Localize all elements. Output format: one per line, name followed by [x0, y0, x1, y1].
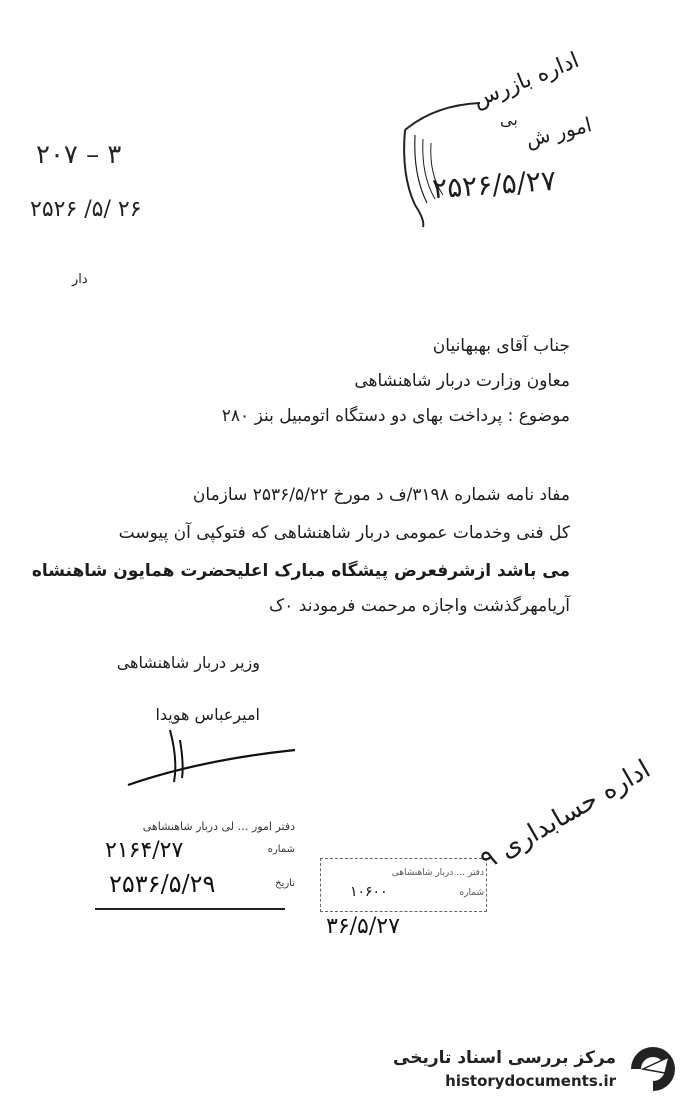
footer-title: مرکز بررسی اسناد تاریخی [393, 1048, 616, 1068]
stamp-middle-number: ۱۰۶۰۰ [350, 884, 388, 900]
body-line-4: آریامهرگذشت واجازه مرحمت فرمودند ۰ک [269, 596, 570, 616]
signature [120, 720, 300, 790]
body-line-3: می باشد ازشرفعرض پیشگاه مبارک اعلیحضرت همایون شاهنشاه [31, 561, 570, 581]
stamp-left-number: ۲۱۶۴/۲۷ [105, 838, 184, 863]
margin-note: اداره حسابداری ۹ [475, 754, 656, 876]
sender-name: امیرعباس هویدا [155, 705, 260, 724]
stamp-middle-number-label: شماره [459, 888, 484, 898]
stamp-left-underline [95, 908, 285, 910]
subject-text: پرداخت بهای دو دستگاه اتومبیل بنز ۲۸۰ [221, 406, 503, 426]
sender-title: وزیر دربار شاهنشاهی [116, 653, 260, 672]
small-note: دار [72, 272, 88, 287]
annotation-line-1: اداره بازرس [469, 47, 583, 114]
annotation-line-3: بی [500, 110, 518, 129]
stamp-left-date-label: تاریخ [275, 878, 295, 889]
annotation-line-2: امور ش [523, 112, 594, 152]
subject-label: موضوع : [507, 406, 570, 426]
stamp-left-header: دفتر امور … لی دربار شاهنشاهی [142, 820, 295, 833]
stamp-left-date: ۲۵۳۶/۵/۲۹ [109, 870, 216, 898]
registration-stamp-middle [320, 858, 490, 939]
fan-stamp-outline [395, 95, 595, 235]
addressee-title: معاون وزارت دربار شاهنشاهی [354, 371, 570, 391]
reference-date: ۲۵۲۶ /۵/ ۲۶ [30, 197, 142, 222]
body-line-2: کل فنی وخدمات عمومی دربار شاهنشاهی که فتوکپی آن پیوست [118, 523, 570, 543]
addressee-name: جناب آقای بهبهانیان [432, 336, 570, 356]
stamp-middle-frame [320, 858, 487, 912]
body-line-1: مفاد نامه شماره ۳۱۹۸/ف د مورخ ۲۵۳۶/۵/۲۲ سازمان [192, 485, 570, 505]
subject-line [222, 408, 570, 425]
annotation-date: ۲۵۲۶/۵/۲۷ [431, 163, 558, 206]
stamp-middle-date: ۳۶/۵/۲۷ [326, 914, 400, 939]
reference-number: ۲۰۷ – ۳ [36, 140, 122, 170]
footer-url[interactable]: historydocuments.ir [445, 1072, 616, 1090]
stamp-middle-header: دفتر … دربار شاهنشاهی [391, 868, 484, 878]
stamp-left-number-label: شماره [267, 844, 295, 855]
registration-stamp-left [95, 808, 295, 918]
archive-logo-icon [625, 1043, 681, 1095]
